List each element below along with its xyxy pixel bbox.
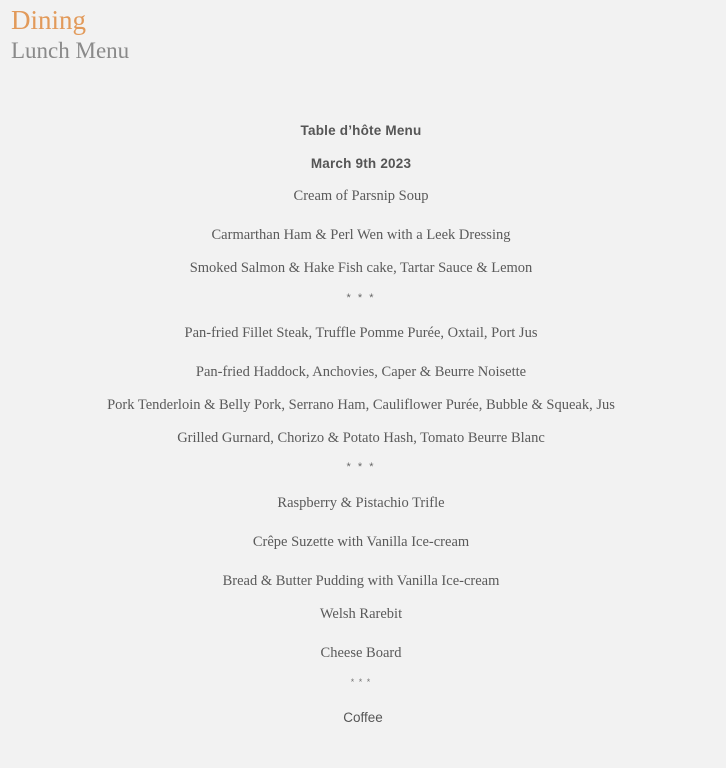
page-header — [11, 4, 129, 66]
menu-item: Bread & Butter Pudding with Vanilla Ice-cream — [222, 573, 500, 589]
menu-item: Raspberry & Pistachio Trifle — [277, 495, 445, 511]
section-title: Dining — [11, 5, 87, 35]
menu-item-coffee: Coffee — [343, 710, 383, 725]
menu-item: Pork Tenderloin & Belly Pork, Serrano Ham, Cauliflower Purée, Bubble & Squeak, Jus — [107, 397, 615, 413]
menu-item: Welsh Rarebit — [319, 606, 403, 622]
menu-item: Pan-fried Haddock, Anchovies, Caper & Beurre Noisette — [195, 364, 527, 380]
menu-item: Crêpe Suzette with Vanilla Ice-cream — [252, 534, 470, 550]
menu-item: Cream of Parsnip Soup — [293, 188, 429, 204]
menu-item: Carmarthan Ham & Perl Wen with a Leek Dressing — [211, 227, 511, 243]
menu-date: March 9th 2023 — [310, 156, 412, 171]
course-divider: * * * — [346, 461, 376, 473]
menu-item: Smoked Salmon & Hake Fish cake, Tartar Sauce & Lemon — [189, 260, 533, 276]
page-subtitle: Lunch Menu — [11, 38, 130, 63]
menu-item: Pan-fried Fillet Steak, Truffle Pomme Purée, Oxtail, Port Jus — [184, 325, 538, 341]
course-divider: * * * — [346, 292, 376, 304]
menu-item: Grilled Gurnard, Chorizo & Potato Hash, Tomato Beurre Blanc — [177, 430, 545, 446]
course-divider: * * * — [350, 677, 372, 687]
menu-heading: Table d’hôte Menu — [300, 123, 422, 138]
menu-item: Cheese Board — [320, 645, 402, 661]
